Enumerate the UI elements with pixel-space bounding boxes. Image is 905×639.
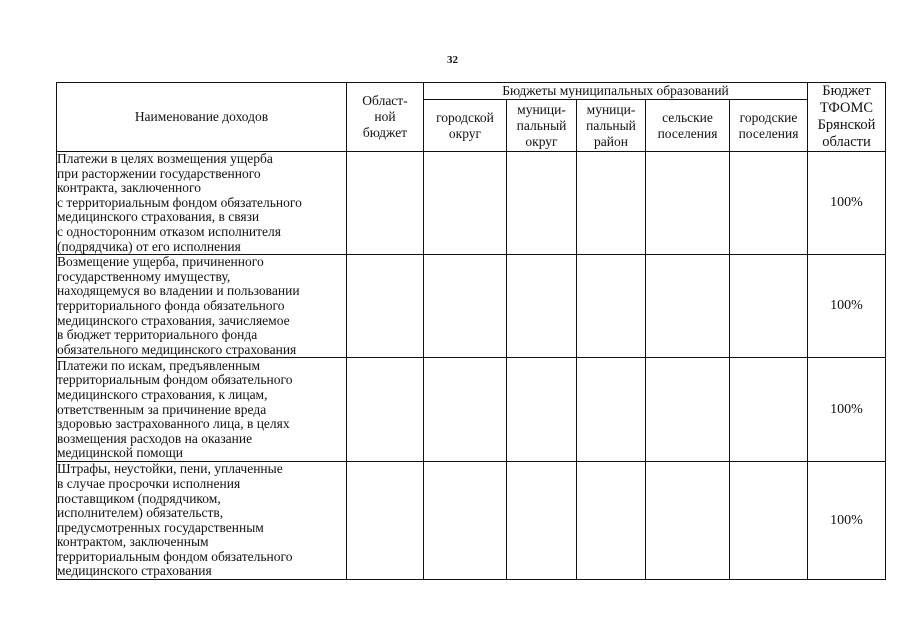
municipal-area-cell	[577, 358, 646, 462]
municipal-district-cell	[507, 462, 577, 580]
tfoms-cell: 100%	[808, 358, 886, 462]
regional-cell	[347, 255, 424, 358]
income-name-cell: Платежи в целях возмещения ущерба при расторжении государственного контракта, заключенного с территориальным фондом обязательного медицинского страхования, в связи с односторонним отказом исполнителя (подрядчика) от его исполнения	[57, 152, 347, 255]
table-row	[57, 255, 886, 358]
tfoms-cell: 100%	[808, 255, 886, 358]
urban-settlements-cell	[730, 358, 808, 462]
tfoms-cell: 100%	[808, 462, 886, 580]
regional-cell	[347, 462, 424, 580]
regional-cell	[347, 358, 424, 462]
header-municipal-area: муници- пальный район	[577, 100, 646, 152]
table-row	[57, 152, 886, 255]
table-row	[57, 358, 886, 462]
header-rural-settlements: сельские поселения	[646, 100, 730, 152]
header-city-district: городской округ	[424, 100, 507, 152]
income-name-cell: Штрафы, неустойки, пени, уплаченные в случае просрочки исполнения поставщиком (подрядчиком, исполнителем) обязательств, предусмотренных государственным контрактом, заключенным территориальным фондом обязательного медицинского страхования	[57, 462, 347, 580]
header-regional-budget: Област- ной бюджет	[347, 83, 424, 152]
rural-settlements-cell	[646, 152, 730, 255]
urban-settlements-cell	[730, 152, 808, 255]
income-name-cell: Возмещение ущерба, причиненного государственному имуществу, находящемуся во владении и пользовании территориального фонда обязательного медицинского страхования, зачисляемое в бюджет территориального фонда обязательного медицинского страхования	[57, 255, 347, 358]
city-district-cell	[424, 462, 507, 580]
income-name-cell: Платежи по искам, предъявленным территориальным фондом обязательного медицинского страхования, к лицам, ответственным за причинение вреда здоровью застрахованного лица, в целях возмещения расходов на оказание медицинской помощи	[57, 358, 347, 462]
municipal-district-cell	[507, 255, 577, 358]
city-district-cell	[424, 255, 507, 358]
municipal-district-cell	[507, 358, 577, 462]
rural-settlements-cell	[646, 462, 730, 580]
tfoms-cell: 100%	[808, 152, 886, 255]
municipal-area-cell	[577, 152, 646, 255]
municipal-district-cell	[507, 152, 577, 255]
income-distribution-table	[56, 82, 886, 580]
city-district-cell	[424, 358, 507, 462]
rural-settlements-cell	[646, 358, 730, 462]
urban-settlements-cell	[730, 462, 808, 580]
urban-settlements-cell	[730, 255, 808, 358]
header-urban-settlements: городские поселения	[730, 100, 808, 152]
header-municipal-budgets: Бюджеты муниципальных образований	[424, 83, 808, 100]
header-municipal-district: муници- пальный округ	[507, 100, 577, 152]
regional-cell	[347, 152, 424, 255]
rural-settlements-cell	[646, 255, 730, 358]
table-row	[57, 462, 886, 580]
header-income-name: Наименование доходов	[57, 83, 347, 152]
header-tfoms-budget: Бюджет ТФОМС Брянской области	[808, 83, 886, 152]
city-district-cell	[424, 152, 507, 255]
municipal-area-cell	[577, 255, 646, 358]
municipal-area-cell	[577, 462, 646, 580]
page-number: 32	[447, 54, 458, 66]
